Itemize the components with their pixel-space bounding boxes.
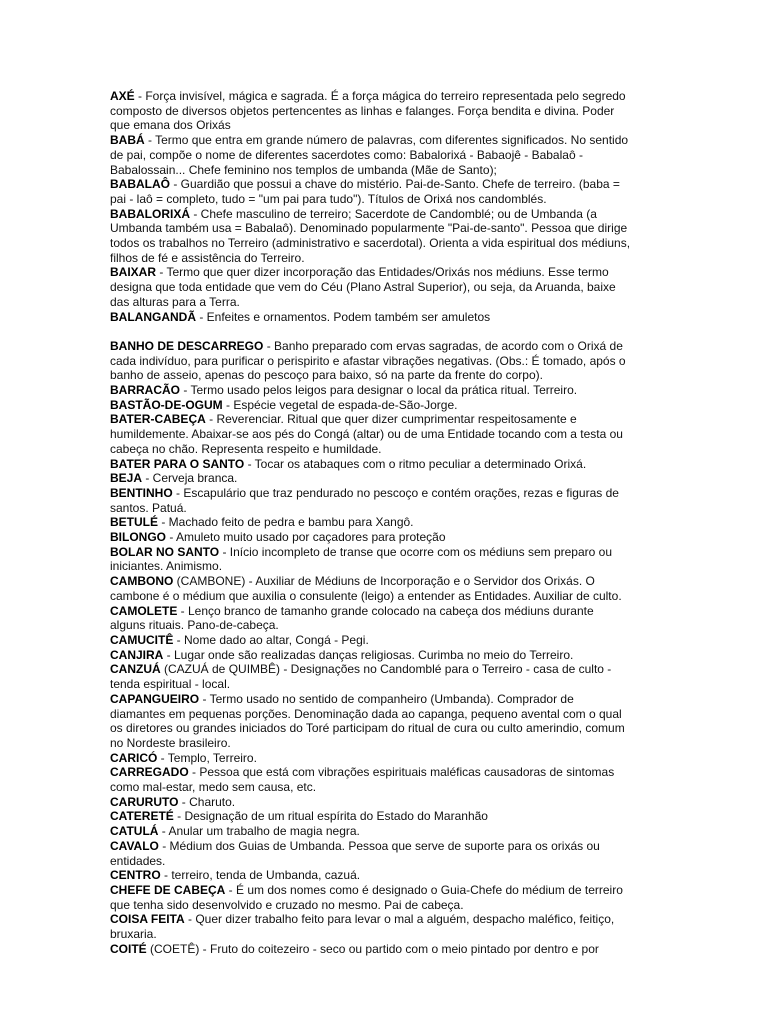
glossary-definition: - Espécie vegetal de espada-de-São-Jorge. — [222, 397, 458, 412]
glossary-entry — [110, 795, 632, 810]
glossary-term: CAPANGUEIRO — [110, 691, 200, 706]
glossary-term: CHEFE DE CABEÇA — [110, 882, 226, 897]
glossary-entry — [110, 457, 632, 472]
glossary-definition: - Enfeites e ornamentos. Podem também ser amuletos — [196, 309, 491, 324]
glossary-entry — [110, 515, 632, 530]
glossary-term: CATULÁ — [110, 824, 159, 839]
glossary-entry — [110, 310, 632, 325]
glossary-term: CENTRO — [110, 868, 161, 883]
glossary-term: COISA FEITA — [110, 912, 185, 927]
glossary-definition: - Início incompleto de transe que ocorre com os médiuns sem preparo ou iniciantes. Animismo. — [110, 544, 612, 574]
glossary-term: CANJIRA — [110, 647, 164, 662]
glossary-term: BETULÉ — [110, 515, 158, 530]
glossary-definition: - Banho preparado com ervas sagradas, de acordo com o Orixá de cada indivíduo, para purificar o perispirito e afastar vibrações negativas. (Obs.: É tomado, após o banho de asseio, apenas do pescoço para baixo, só na parte da frente do corpo). — [110, 338, 626, 383]
glossary-entry — [110, 839, 632, 868]
glossary-entry — [110, 942, 632, 957]
glossary-entry — [110, 883, 632, 912]
glossary-term: BEJA — [110, 471, 143, 486]
glossary-entry — [110, 383, 632, 398]
glossary-definition: - Lugar onde são realizadas danças religiosas. Curimba no meio do Terreiro. — [163, 647, 574, 662]
glossary-term: CAMBONO — [110, 574, 174, 589]
glossary-definition: - Charuto. — [178, 794, 236, 809]
glossary-term: CAMOLETE — [110, 603, 178, 618]
glossary-term: BAIXAR — [110, 265, 157, 280]
glossary-definition: - terreiro, tenda de Umbanda, cazuá. — [160, 868, 361, 883]
glossary-term: CAMUCITÊ — [110, 633, 174, 647]
glossary-entry — [110, 809, 632, 824]
glossary-term: BABALAÔ — [110, 177, 170, 192]
glossary-entry — [110, 662, 632, 691]
glossary-entry — [110, 412, 632, 456]
glossary-definition: - Termo usado pelos leigos para designar o local da prática ritual. Terreiro. — [180, 383, 578, 398]
glossary-entry — [110, 765, 632, 794]
glossary-term: AXÉ — [110, 89, 135, 103]
glossary-definition: - Pessoa que está com vibrações espirituais maléficas causadoras de sintomas como mal-estar, medo sem causa, etc. — [110, 765, 615, 795]
glossary-term: BATER PARA O SANTO — [110, 456, 245, 471]
glossary-term: CAVALO — [110, 838, 159, 853]
glossary-entry — [110, 207, 632, 266]
glossary-term: BANHO DE DESCARREGO — [110, 338, 264, 353]
glossary-definition: - Lenço branco de tamanho grande colocado na cabeça dos médiuns durante alguns rituais. Pano-de-cabeça. — [110, 603, 594, 633]
glossary-term: BENTINHO — [110, 485, 173, 500]
glossary-entry — [110, 89, 632, 133]
glossary-definition: - Quer dizer trabalho feito para levar o mal a alguém, despacho maléfico, feitiço, bruxaria. — [110, 912, 615, 942]
glossary-definition: - Templo, Terreiro. — [157, 750, 257, 765]
glossary-term: BALANGANDÃ — [110, 309, 196, 324]
glossary-term: CARICÓ — [110, 750, 158, 765]
glossary-entry — [110, 530, 632, 545]
glossary-document — [110, 89, 632, 956]
glossary-definition: (CAZUÁ de QUIMBÊ) - Designações no Candomblé para o Terreiro - casa de culto - tenda espiritual - local. — [110, 662, 612, 692]
glossary-entry — [110, 648, 632, 663]
glossary-term: CARREGADO — [110, 765, 189, 780]
glossary-entry — [110, 824, 632, 839]
glossary-entry — [110, 398, 632, 413]
glossary-entry — [110, 339, 632, 383]
glossary-term: CANZUÁ — [110, 662, 161, 677]
glossary-entry — [110, 574, 632, 603]
glossary-entry — [110, 265, 632, 309]
glossary-definition: - Machado feito de pedra e bambu para Xangô. — [158, 515, 414, 530]
glossary-definition: (CAMBONE) - Auxiliar de Médiuns de Incorporação e o Servidor dos Orixás. O cambone é o médium que auxilia o consulente (leigo) a entender as Entidades. Auxiliar de culto. — [110, 574, 622, 603]
glossary-definition: - É um dos nomes como é designado o Guia-Chefe do médium de terreiro que tenha sido desenvolvido e cruzado no mesmo. Pai de cabeça. — [110, 882, 623, 912]
glossary-entry — [110, 177, 632, 206]
glossary-definition: - Escapulário que traz pendurado no pescoço e contém orações, rezas e figuras de santos. Patuá. — [110, 485, 619, 515]
glossary-definition: - Termo que quer dizer incorporação das Entidades/Orixás nos médiuns. Esse termo designa que toda entidade que vem do Céu (Plano Astral Superior), ou seja, da Aruanda, baixe das alturas para a Terra. — [110, 265, 616, 309]
glossary-entry — [110, 545, 632, 574]
glossary-term: COITÉ — [110, 941, 147, 956]
glossary-term: CARURUTO — [110, 794, 179, 809]
glossary-definition: - Amuleto muito usado por caçadores para proteção — [166, 530, 446, 545]
glossary-entry — [110, 471, 632, 486]
glossary-definition: - Força invisível, mágica e sagrada. É a força mágica do terreiro representada pelo segredo composto de diversos objetos pertencentes as linhas e falanges. Força bendita e divina. Poder que emana dos Orixás — [110, 89, 626, 133]
glossary-definition: - Tocar os atabaques com o ritmo peculiar a determinado Orixá. — [244, 456, 587, 471]
glossary-entry — [110, 692, 632, 751]
glossary-entry — [110, 486, 632, 515]
glossary-definition: - Médium dos Guias de Umbanda. Pessoa que serve de suporte para os orixás ou entidades. — [110, 838, 600, 868]
glossary-definition: - Termo que entra em grande número de palavras, com diferentes significados. No sentido de pai, compõe o nome de diferentes sacerdotes como: Babalorixá - Babaojê - Babalaô - Babalossain... Chefe feminino nos templos de umbanda (Mãe de Santo); — [110, 133, 629, 177]
glossary-definition: - Nome dado ao altar, Congá - Pegi. — [173, 633, 369, 647]
glossary-entry — [110, 751, 632, 766]
glossary-definition: - Reverenciar. Ritual que quer dizer cumprimentar respeitosamente e humildemente. Abaixar-se aos pés do Congá (altar) ou de uma Entidade tocando com a testa ou cabeça no chão. Representa respeito e humildade. — [110, 412, 623, 456]
glossary-definition: - Chefe masculino de terreiro; Sacerdote de Candomblé; ou de Umbanda (a Umbanda também usa = Babalaô). Denominado popularmente "Pai-de-santo". Pessoa que dirige todos os trabalhos no Terreiro (administrativo e sacerdotal). Orienta a vida espiritual dos médiuns, filhos de fé e assistência do Terreiro. — [110, 206, 631, 265]
glossary-term: BOLAR NO SANTO — [110, 544, 220, 559]
glossary-term: BARRACÃO — [110, 383, 180, 398]
glossary-entry — [110, 604, 632, 633]
glossary-definition: (COETÊ) - Fruto do coitezeiro - seco ou partido com o meio pintado por dentro e por — [146, 941, 599, 956]
glossary-term: BATER-CABEÇA — [110, 412, 206, 427]
glossary-entry — [110, 633, 632, 648]
glossary-definition: - Termo usado no sentido de companheiro (Umbanda). Comprador de diamantes em pequenas porções. Denominação dada ao capanga, pequeno avental com o qual os diretores ou grandes iniciados do Toré participam do ritual de cura ou culto amerindio, comum no Nordeste brasileiro. — [110, 691, 625, 750]
glossary-term: BILONGO — [110, 530, 166, 545]
glossary-definition: - Anular um trabalho de magia negra. — [158, 824, 360, 839]
glossary-definition: - Designação de um ritual espírita do Estado do Maranhão — [173, 809, 488, 824]
glossary-term: BABALORIXÁ — [110, 206, 190, 221]
glossary-definition: - Cerveja branca. — [142, 471, 238, 486]
glossary-entry — [110, 868, 632, 883]
glossary-term: CATERETÉ — [110, 809, 174, 824]
glossary-term: BABÁ — [110, 133, 145, 148]
glossary-definition: - Guardião que possui a chave do mistério. Pai-de-Santo. Chefe de terreiro. (baba = pai - laô = completo, tudo = "um pai para tudo"). Títulos de Orixá nos candomblés. — [110, 177, 620, 206]
glossary-entry — [110, 912, 632, 941]
glossary-entry — [110, 133, 632, 177]
glossary-term: BASTÃO-DE-OGUM — [110, 397, 223, 412]
